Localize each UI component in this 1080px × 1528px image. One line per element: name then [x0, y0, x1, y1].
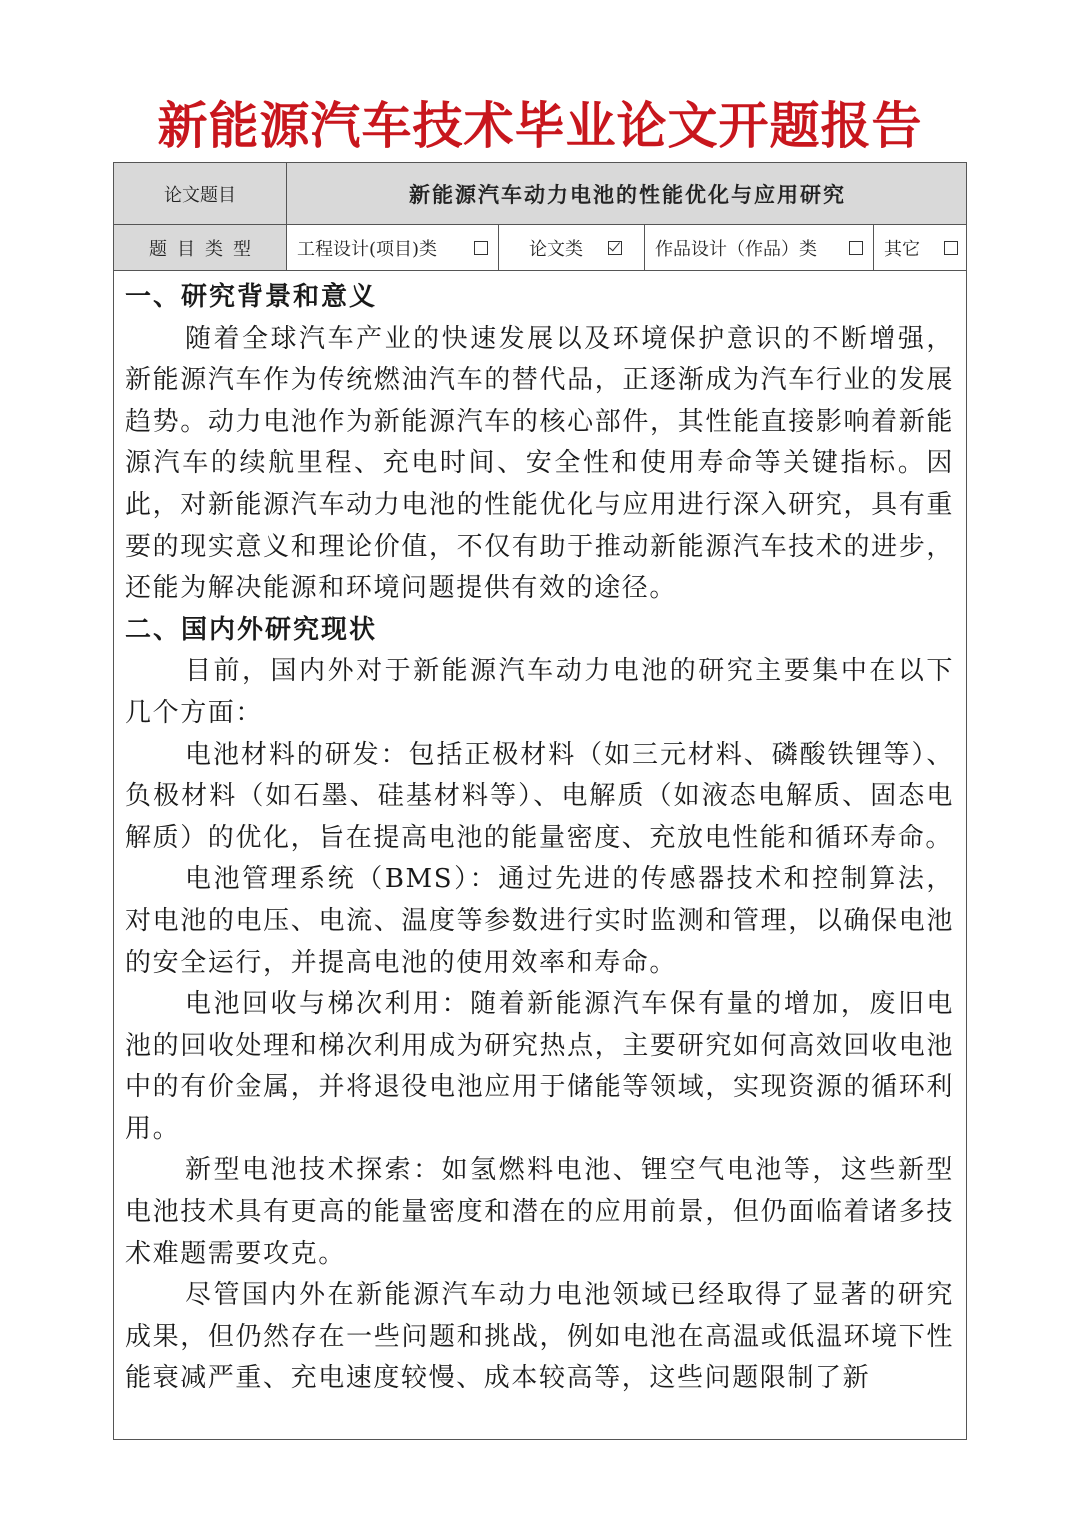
checkbox-icon[interactable] — [944, 241, 958, 255]
section-heading-background: 一、研究背景和意义 — [125, 282, 378, 312]
body-paragraph: 随着全球汽车产业的快速发展以及环境保护意识的不断增强，新能源汽车作为传统燃油汽车的替代品，正逐渐成为汽车行业的发展趋势。动力电池作为新能源汽车的核心部件，其性能直接影响着新能源汽车的续航里程、充电时间、安全性和使用寿命等关键指标。因此，对新能源汽车动力电池的性能优化与应用进行深入研究，具有重要的现实意义和理论价值，不仅有助于推动新能源汽车技术的进步，还能为解决能源和环境问题提供有效的途径。 — [125, 323, 954, 604]
body-paragraph: 目前，国内外对于新能源汽车动力电池的研究主要集中在以下几个方面： — [125, 656, 954, 728]
proposal-table — [113, 162, 967, 1440]
topic-label: 论文题目 — [114, 163, 287, 224]
type-label: 题目类型 — [114, 225, 287, 270]
body-paragraph: 尽管国内外在新能源汽车动力电池领域已经取得了显著的研究成果，但仍然存在一些问题和挑战，例如电池在高温或低温环境下性能衰减严重、充电速度较慢、成本较高等，这些问题限制了新 — [125, 1280, 954, 1394]
page-title: 新能源汽车技术毕业论文开题报告 — [157, 97, 923, 155]
type-row — [114, 225, 966, 271]
type-option-other[interactable] — [874, 225, 967, 270]
body-paragraph: 新型电池技术探索：如氢燃料电池、锂空气电池等，这些新型电池技术具有更高的能量密度和潜在的应用前景，但仍面临着诸多技术难题需要攻克。 — [125, 1155, 954, 1269]
topic-value: 新能源汽车动力电池的性能优化与应用研究 — [287, 163, 967, 224]
type-option-label: 工程设计(项目)类 — [297, 238, 438, 260]
body-paragraph: 电池材料的研发：包括正极材料（如三元材料、磷酸铁锂等）、负极材料（如石墨、硅基材料等）、电解质（如液态电解质、固态电解质）的优化，旨在提高电池的能量密度、充放电性能和循环寿命。 — [125, 739, 954, 853]
body-paragraph: 电池管理系统（BMS）：通过先进的传感器技术和控制算法，对电池的电压、电流、温度等参数进行实时监测和管理，以确保电池的安全运行，并提高电池的使用效率和寿命。 — [125, 864, 954, 978]
type-option-label: 其它 — [884, 238, 920, 260]
proposal-body — [114, 271, 966, 1400]
type-option-engineering[interactable] — [287, 225, 499, 270]
body-paragraph: 电池回收与梯次利用：随着新能源汽车保有量的增加，废旧电池的回收处理和梯次利用成为研究热点，主要研究如何高效回收电池中的有价金属，并将退役电池应用于储能等领域，实现资源的循环利用。 — [125, 989, 954, 1144]
checkbox-checked-icon[interactable] — [608, 241, 622, 255]
topic-row — [114, 163, 966, 225]
type-option-work-design[interactable] — [645, 225, 874, 270]
checkbox-icon[interactable] — [849, 241, 863, 255]
type-option-label: 论文类 — [529, 238, 583, 260]
type-option-label: 作品设计（作品）类 — [655, 238, 817, 260]
checkbox-icon[interactable] — [474, 241, 488, 255]
type-option-thesis[interactable] — [499, 225, 645, 270]
section-heading-research-status: 二、国内外研究现状 — [125, 614, 378, 645]
